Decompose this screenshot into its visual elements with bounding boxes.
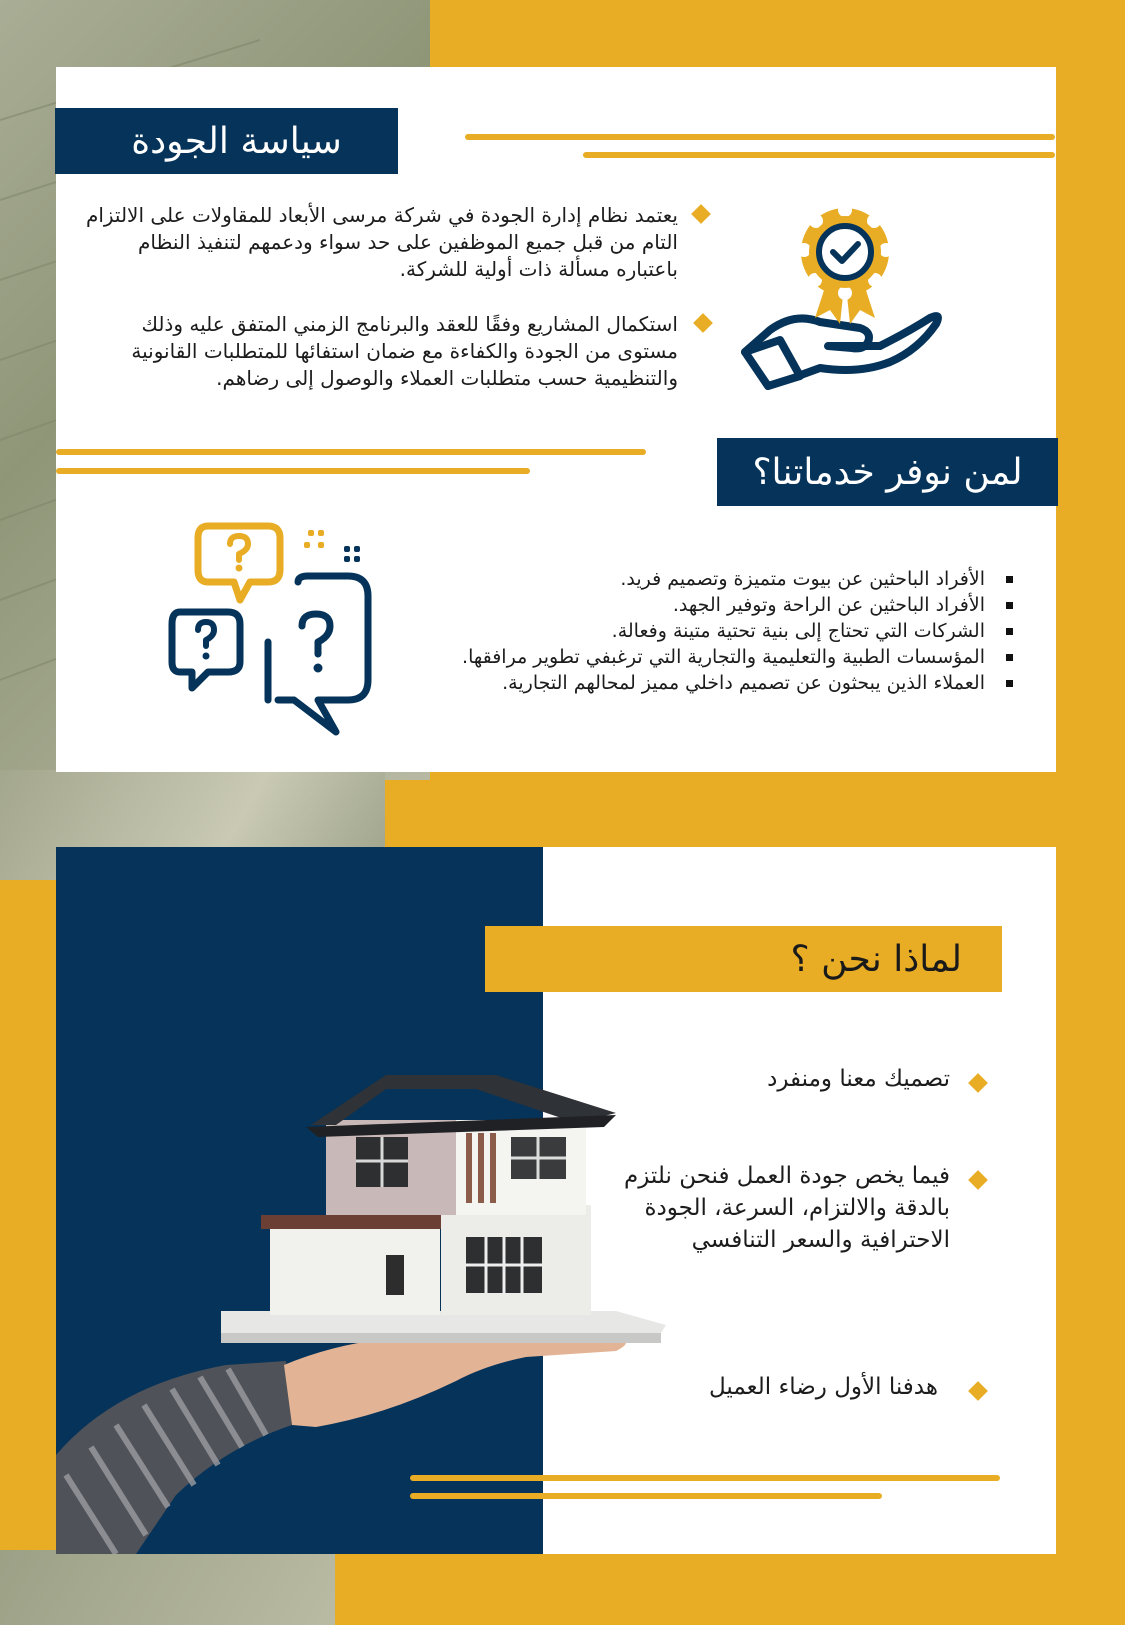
list-item xyxy=(380,618,1025,644)
quality-policy-title: سياسة الجودة xyxy=(131,120,342,162)
list-item xyxy=(380,644,1025,670)
why-item-1: تصميك معنا ومنفرد xyxy=(767,1066,950,1092)
list-item-text: الأفراد الباحثين عن بيوت متميزة وتصميم فريد. xyxy=(620,568,985,590)
quality-policy-heading xyxy=(55,108,398,174)
list-item xyxy=(380,592,1025,618)
divider-line xyxy=(410,1493,882,1499)
divider-line xyxy=(465,134,1055,140)
list-item-text: العملاء الذين يبحثون عن تصميم داخلي مميز لمحالهم التجارية. xyxy=(502,672,985,694)
why-us-heading xyxy=(485,926,1002,992)
list-item-text: المؤسسات الطبية والتعليمية والتجارية التي ترغبفي تطوير مرافقها. xyxy=(462,646,985,668)
divider-line xyxy=(56,468,530,474)
divider-line xyxy=(410,1475,1000,1481)
divider-line xyxy=(56,449,646,455)
audience-heading xyxy=(717,438,1058,506)
why-item-3: هدفنا الأول رضاء العميل xyxy=(708,1374,938,1400)
audience-list xyxy=(380,566,1025,696)
quality-point-1: يعتمد نظام إدارة الجودة في شركة مرسى الأبعاد للمقاولات على الالتزام التام من قبل جميع الموظفين على حد سواء ودعمهم لتنفيذ النظام باعتباره مسألة ذات أولية للشركة. xyxy=(85,203,678,281)
house-model-in-hand xyxy=(56,1075,676,1554)
list-item xyxy=(380,670,1025,696)
bullet-square-icon xyxy=(1006,602,1013,609)
divider-line xyxy=(583,152,1055,158)
quality-point-2: استكمال المشاريع وفقًا للعقد والبرنامج الزمني المتفق عليه وذلك مستوى من الجودة والكفاءة مع ضمان استفائها للمتطلبات القانونية والتنظيمية حسب متطلبات العملاء والوصول إلى رضاهم. xyxy=(131,312,678,390)
bullet-square-icon xyxy=(1006,628,1013,635)
bullet-square-icon xyxy=(1006,654,1013,661)
bullet-square-icon xyxy=(1006,576,1013,583)
award-hand-icon xyxy=(740,200,945,400)
question-bubbles-icon xyxy=(168,522,383,737)
list-item xyxy=(380,566,1025,592)
audience-title: لمن نوفر خدماتنا؟ xyxy=(752,451,1023,493)
bullet-square-icon xyxy=(1006,680,1013,687)
list-item-text: الأفراد الباحثين عن الراحة وتوفير الجهد. xyxy=(672,594,985,616)
why-item-2: فيما يخص جودة العمل فنحن نلتزم بالدقة والالتزام، السرعة، الجودة الاحترافية والسعر التنافسي xyxy=(624,1163,950,1253)
list-item-text: الشركات التي تحتاج إلى بنية تحتية متينة وفعالة. xyxy=(611,620,985,642)
why-us-title: لماذا نحن ؟ xyxy=(790,938,962,980)
background-bottom-strip xyxy=(0,1550,335,1625)
